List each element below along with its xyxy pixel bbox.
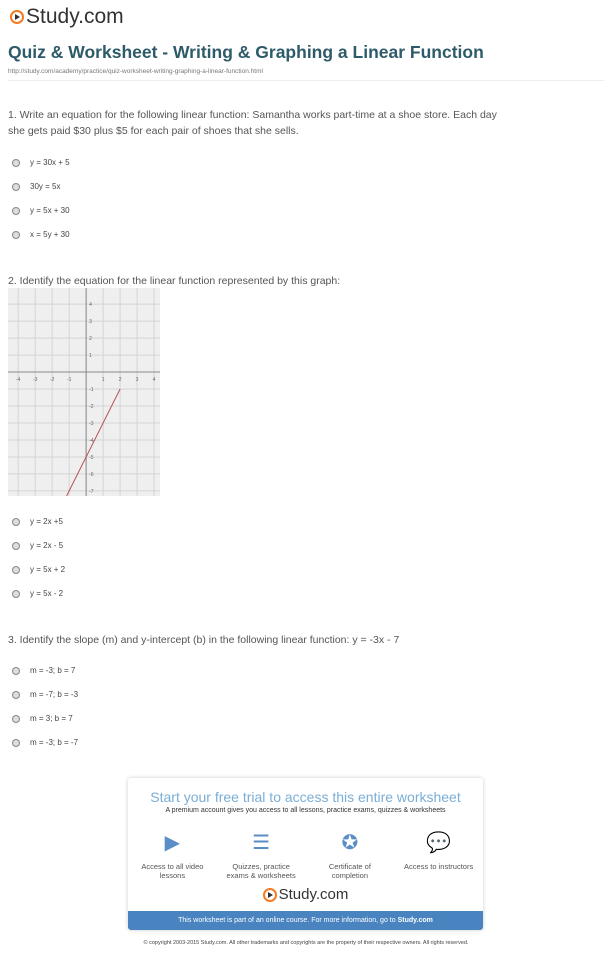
option-label: y = 2x +5 (30, 517, 63, 526)
option-label: m = -3; b = -7 (30, 738, 79, 747)
y-tick-label: 4 (89, 302, 92, 309)
option-label: y = 2x - 5 (30, 541, 64, 550)
monitor-play-icon: ▶ (164, 831, 181, 854)
radio-button[interactable] (12, 715, 20, 723)
answer-option[interactable] (12, 158, 70, 167)
radio-button[interactable] (12, 739, 20, 747)
answer-option[interactable] (12, 230, 70, 239)
copyright: © copyright 2003-2015 Study.com. All other trademarks and copyrights are the property of their respective owners. All rights reserved. (143, 940, 469, 946)
option-label: y = 5x + 2 (30, 565, 66, 574)
radio-button[interactable] (12, 159, 20, 167)
page-title: Quiz & Worksheet - Writing & Graphing a Linear Function (8, 42, 484, 62)
answer-option[interactable] (12, 541, 63, 550)
answer-option[interactable] (12, 565, 65, 574)
question-3: 3. Identify the slope (m) and y-intercept (b) in the following linear function: y = -3x - 7 (8, 634, 400, 646)
list-icon: ☰ (252, 831, 271, 854)
answer-option[interactable] (12, 714, 73, 723)
y-tick-label: -3 (89, 420, 94, 427)
play-icon (10, 10, 24, 24)
y-tick-label: -6 (89, 471, 94, 478)
feature-video: ▶ Access to all video lessons (132, 828, 212, 880)
x-tick-label: -2 (49, 377, 55, 384)
radio-button[interactable] (12, 207, 20, 215)
x-tick-label: 2 (118, 377, 122, 384)
promo-logo: Study.com (128, 886, 483, 903)
option-label: m = -7; b = -3 (30, 690, 79, 699)
y-tick-label: -7 (89, 488, 94, 495)
feature-certificate: ✪ Certificate of completion (310, 828, 390, 880)
x-tick-label: -3 (32, 377, 38, 384)
feature-quizzes: ☰ Quizzes, practice exams & worksheets (221, 828, 301, 880)
question-2: 2. Identify the equation for the linear function represented by this graph: (8, 275, 341, 287)
divider (8, 80, 604, 81)
option-label: y = 30x + 5 (30, 158, 70, 167)
radio-button[interactable] (12, 590, 20, 598)
radio-button[interactable] (12, 518, 20, 526)
x-tick-label: -4 (15, 377, 21, 384)
x-tick-label: 1 (101, 377, 105, 384)
answer-option[interactable] (12, 517, 63, 526)
y-tick-label: -4 (89, 437, 94, 444)
option-label: 30y = 5x (30, 182, 61, 191)
radio-button[interactable] (12, 566, 20, 574)
radio-button[interactable] (12, 183, 20, 191)
promo-subtitle: A premium account gives you access to all lessons, practice exams, quizzes & worksheets (165, 807, 446, 814)
promo-box (128, 778, 483, 930)
radio-button[interactable] (12, 542, 20, 550)
answer-option[interactable] (12, 666, 75, 675)
option-label: y = 5x - 2 (30, 589, 64, 598)
x-tick-label: 4 (152, 377, 156, 384)
study-logo: Study.com (10, 5, 124, 29)
answer-option[interactable] (12, 589, 63, 598)
linear-graph (8, 288, 160, 496)
x-tick-label: -1 (66, 377, 72, 384)
y-tick-label: 1 (89, 353, 92, 360)
y-tick-label: -5 (89, 454, 94, 461)
option-label: x = 5y + 30 (30, 230, 70, 239)
question-1: 1. Write an equation for the following linear function: Samantha works part-time at a shoe store. Each day she gets paid $30 plus $5 for each pair of shoes that she sells. (8, 109, 497, 137)
option-label: m = 3; b = 7 (30, 714, 73, 723)
promo-title: Start your free trial to access this entire worksheet (150, 789, 461, 805)
answer-option[interactable] (12, 182, 60, 191)
y-tick-label: -2 (89, 404, 94, 411)
page-url: http://study.com/academy/practice/quiz-worksheet-writing-graphing-a-linear-function.html (8, 68, 263, 75)
promo-footer: This worksheet is part of an online course. For more information, go to Study.com (128, 911, 483, 930)
ribbon-icon: ✪ (341, 831, 359, 854)
radio-button[interactable] (12, 691, 20, 699)
study-link[interactable]: Study.com (397, 917, 433, 924)
play-icon (263, 888, 277, 902)
x-tick-label: 3 (135, 377, 139, 384)
option-label: y = 5x + 30 (30, 206, 70, 215)
y-tick-label: -1 (89, 387, 94, 394)
option-label: m = -3; b = 7 (30, 666, 76, 675)
answer-option[interactable] (12, 206, 70, 215)
feature-instructors: 💬 Access to instructors (399, 828, 479, 880)
instructor-icon: 💬 (426, 831, 452, 854)
answer-option[interactable] (12, 738, 78, 747)
y-tick-label: 3 (89, 319, 92, 326)
answer-option[interactable] (12, 690, 78, 699)
radio-button[interactable] (12, 667, 20, 675)
radio-button[interactable] (12, 231, 20, 239)
y-tick-label: 2 (89, 336, 92, 343)
